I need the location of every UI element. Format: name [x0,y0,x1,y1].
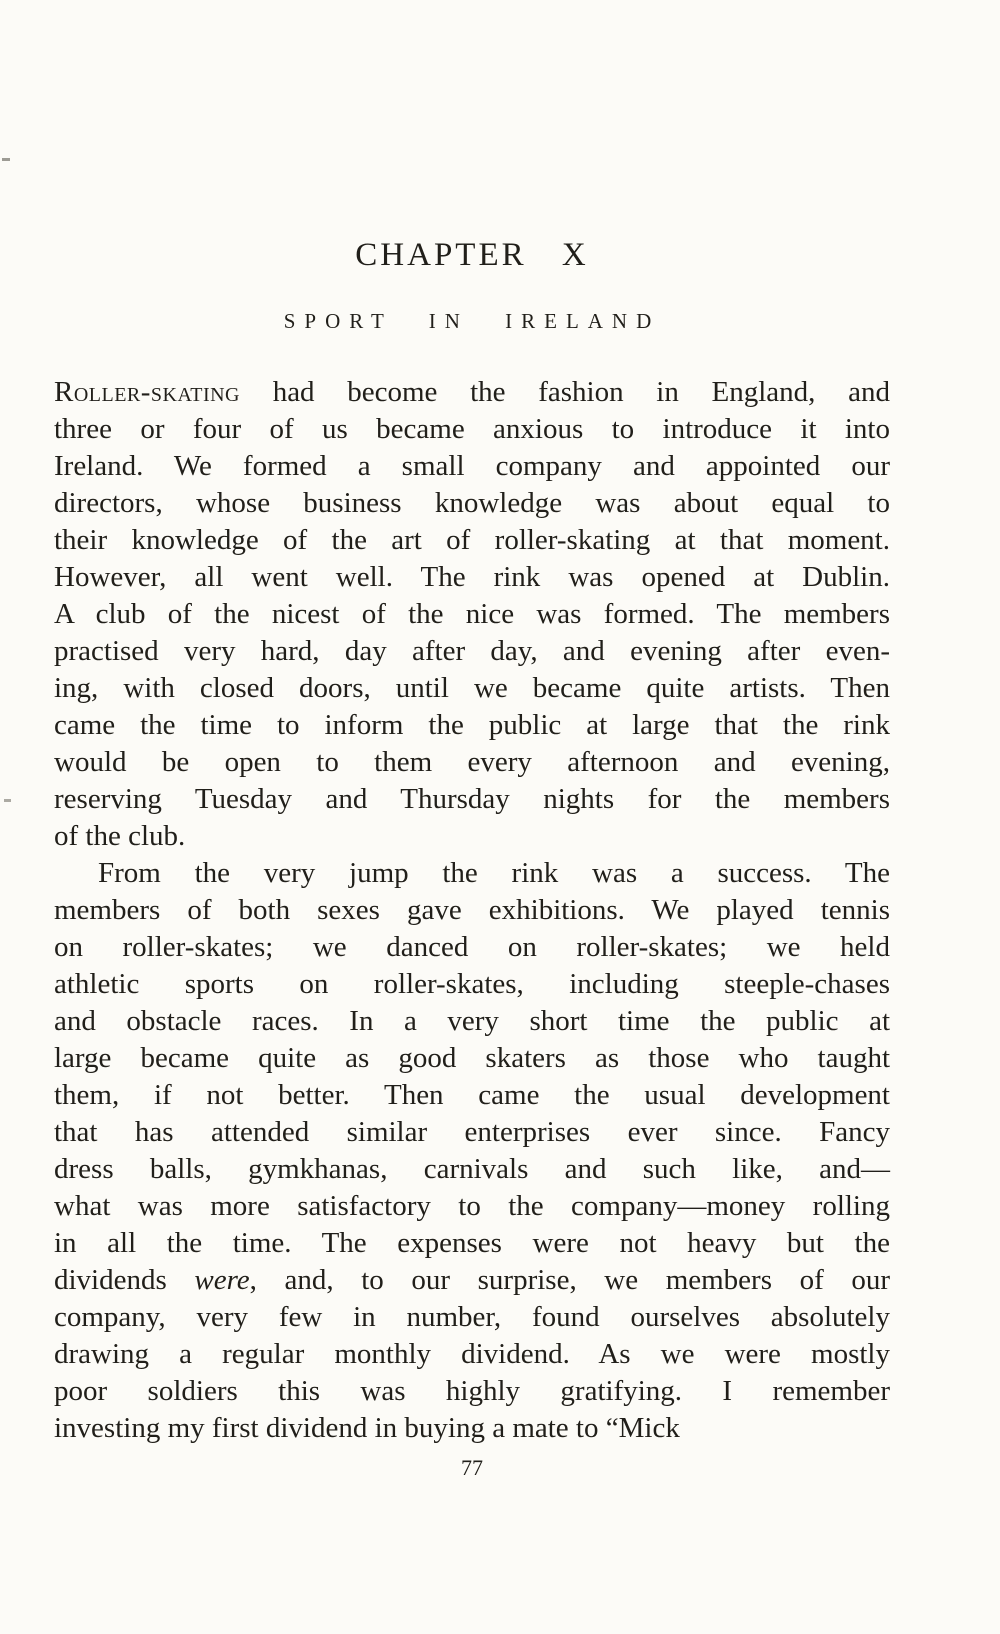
text-line [54,374,890,411]
text-line [54,1336,890,1373]
text-segment: A club of the nicest of the nice was formed. The members [54,597,890,630]
text-segment: had become the fashion in England, and [240,375,890,408]
text-segment: poor soldiers this was highly gratifying. I remember [54,1374,890,1407]
text-line [54,1410,890,1447]
smallcaps-text: Roller-skating [54,375,240,408]
text-line [54,1373,890,1410]
text-line [54,1114,890,1151]
text-segment: company, very few in number, found ourselves absolutely [54,1300,890,1333]
text-line [54,596,890,633]
text-segment: drawing a regular monthly dividend. As we were mostly [54,1337,890,1370]
page-body [54,374,890,1447]
text-line [54,633,890,670]
text-line [54,1003,890,1040]
text-segment: practised very hard, day after day, and evening after even- [54,634,890,667]
text-segment: in all the time. The expenses were not heavy but the [54,1226,890,1259]
text-segment: From the very jump the rink was a success. The [98,856,890,889]
text-segment: However, all went well. The rink was opened at Dublin. [54,560,890,593]
page-number: 77 [461,1454,483,1480]
text-segment: directors, whose business knowledge was about equal to [54,486,890,519]
text-line [54,448,890,485]
text-segment: investing my first dividend in buying a mate to “Mick [54,1411,680,1444]
text-line [54,1040,890,1077]
scan-artifact [4,799,11,802]
text-line [54,892,890,929]
text-segment: ing, with closed doors, until we became quite artists. Then [54,671,890,704]
text-line [54,855,890,892]
text-segment: dividends [54,1263,195,1296]
text-segment: came the time to inform the public at large that the rink [54,708,890,741]
text-segment: , and, to our surprise, we members of our [249,1263,890,1296]
text-line [54,1299,890,1336]
paragraph [54,855,890,1447]
text-segment: them, if not better. Then came the usual development [54,1078,890,1111]
text-line [54,929,890,966]
text-line [54,559,890,596]
paragraph [54,374,890,855]
text-segment: and obstacle races. In a very short time the public at [54,1004,890,1037]
text-line [54,781,890,818]
text-line [54,1188,890,1225]
text-line [54,744,890,781]
section-title: SPORT IN IRELAND [283,308,661,333]
text-segment: members of both sexes gave exhibitions. We played tennis [54,893,890,926]
text-segment: their knowledge of the art of roller-skating at that moment. [54,523,890,556]
text-line [54,818,890,855]
text-line [54,485,890,522]
chapter-title: CHAPTER X [355,237,589,273]
scan-artifact [2,158,10,161]
text-segment: reserving Tuesday and Thursday nights for the members [54,782,890,815]
text-line [54,1151,890,1188]
text-segment: of the club. [54,819,186,852]
text-line [54,670,890,707]
text-segment: Ireland. We formed a small company and appointed our [54,449,890,482]
text-line [54,707,890,744]
text-segment: would be open to them every afternoon and evening, [54,745,890,778]
text-segment: that has attended similar enterprises ever since. Fancy [54,1115,890,1148]
text-segment: three or four of us became anxious to introduce it into [54,412,890,445]
text-segment: large became quite as good skaters as those who taught [54,1041,890,1074]
page-content [54,0,890,1481]
text-line [54,1262,890,1299]
italic-text: were [194,1263,250,1296]
text-segment: athletic sports on roller-skates, including steeple-chases [54,967,890,1000]
text-line [54,522,890,559]
text-segment: dress balls, gymkhanas, carnivals and such like, and— [54,1152,890,1185]
text-line [54,1225,890,1262]
text-line [54,411,890,448]
text-line [54,1077,890,1114]
text-line [54,966,890,1003]
text-segment: on roller-skates; we danced on roller-skates; we held [54,930,890,963]
text-segment: what was more satisfactory to the company—money rolling [54,1189,890,1222]
